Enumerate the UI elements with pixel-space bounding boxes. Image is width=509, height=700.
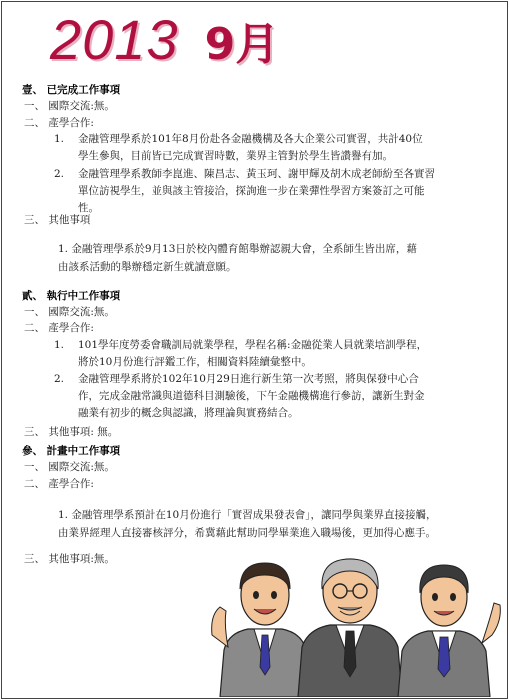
section-2-cooperation: 二、 產學合作: [24, 322, 94, 334]
section-heading-in-progress: 貳、 執行中工作事項 [22, 290, 121, 302]
plan-line: 1. 金融管理學系預計在10月份進行「實習成果發表會」，讓同學與業界直接接觸， [58, 509, 437, 521]
section-heading-completed: 壹、 已完成工作事項 [22, 84, 121, 96]
section-2-international: 一、 國際交流:無。 [24, 306, 115, 318]
item-line: 金融管理學系將於102年10月29日進行新生第一次考照，將與保發中心合 [78, 373, 419, 385]
item-number: 2. [54, 168, 65, 180]
item-line: 101學年度勞委會職訓局就業學程，學程名稱:金融從業人員就業培訓學程， [78, 339, 428, 351]
section-1-international: 一、 國際交流:無。 [24, 100, 115, 112]
other-line: 由該系活動的舉辦穩定新生就讀意願。 [58, 261, 237, 273]
item-number: 1. [54, 339, 65, 351]
item-line: 將於10月份進行評鑑工作，相關資料陸續彙整中。 [78, 356, 312, 368]
item-number: 1. [54, 133, 65, 145]
section-heading-planned: 參、 計畫中工作事項 [22, 445, 121, 457]
section-1-other: 三、 其他事項 [24, 214, 91, 226]
item-line: 金融管理學系教師李崑進、陳昌志、黃玉珂、謝甲輝及胡木成老師紛至各實習 [78, 168, 435, 180]
title-month: 9月 [204, 19, 280, 70]
page-title [50, 10, 279, 70]
item-line: 作，完成金融常識與道德科目測驗後，下午金融機構進行參訪，讓新生對金 [78, 390, 425, 402]
title-year: 2013 [50, 8, 179, 71]
business-people-illustration [210, 555, 508, 697]
section-3-international: 一、 國際交流:無。 [24, 461, 115, 473]
section-2-other: 三、 其他事項: 無。 [24, 426, 119, 438]
item-number: 2. [54, 373, 65, 385]
item-line: 學生參與，目前皆已完成實習時數，業界主管對於學生皆讚譽有加。 [78, 150, 393, 162]
person-right-icon [398, 565, 500, 697]
item-line: 單位訪視學生，並與該主管接洽，探詢進一步在業彈性學習方案簽訂之可能 [78, 185, 425, 197]
item-line: 融業有初步的概念與認識，將理論與實務結合。 [78, 407, 299, 419]
item-line: 性。 [78, 202, 99, 214]
person-middle-icon [298, 559, 402, 697]
section-3-plan [58, 506, 436, 542]
plan-line: 由業界經理人直接審核評分，希冀藉此幫助同學畢業進入職場後，更加得心應手。 [58, 527, 436, 539]
section-1-cooperation: 二、 產學合作: [24, 117, 94, 129]
other-line: 1. 金融管理學系於9月13日於校內體育館舉辦認親大會，全系師生皆出席，藉 [58, 243, 417, 255]
person-left-icon [212, 563, 310, 697]
section-3-cooperation: 二、 產學合作: [24, 478, 94, 490]
item-line: 金融管理學系於101年8月份赴各金融機構及各大企業公司實習，共計40位 [78, 133, 423, 145]
section-1-other-item-1 [58, 240, 417, 276]
section-3-other: 三、 其他事項:無。 [24, 553, 115, 565]
